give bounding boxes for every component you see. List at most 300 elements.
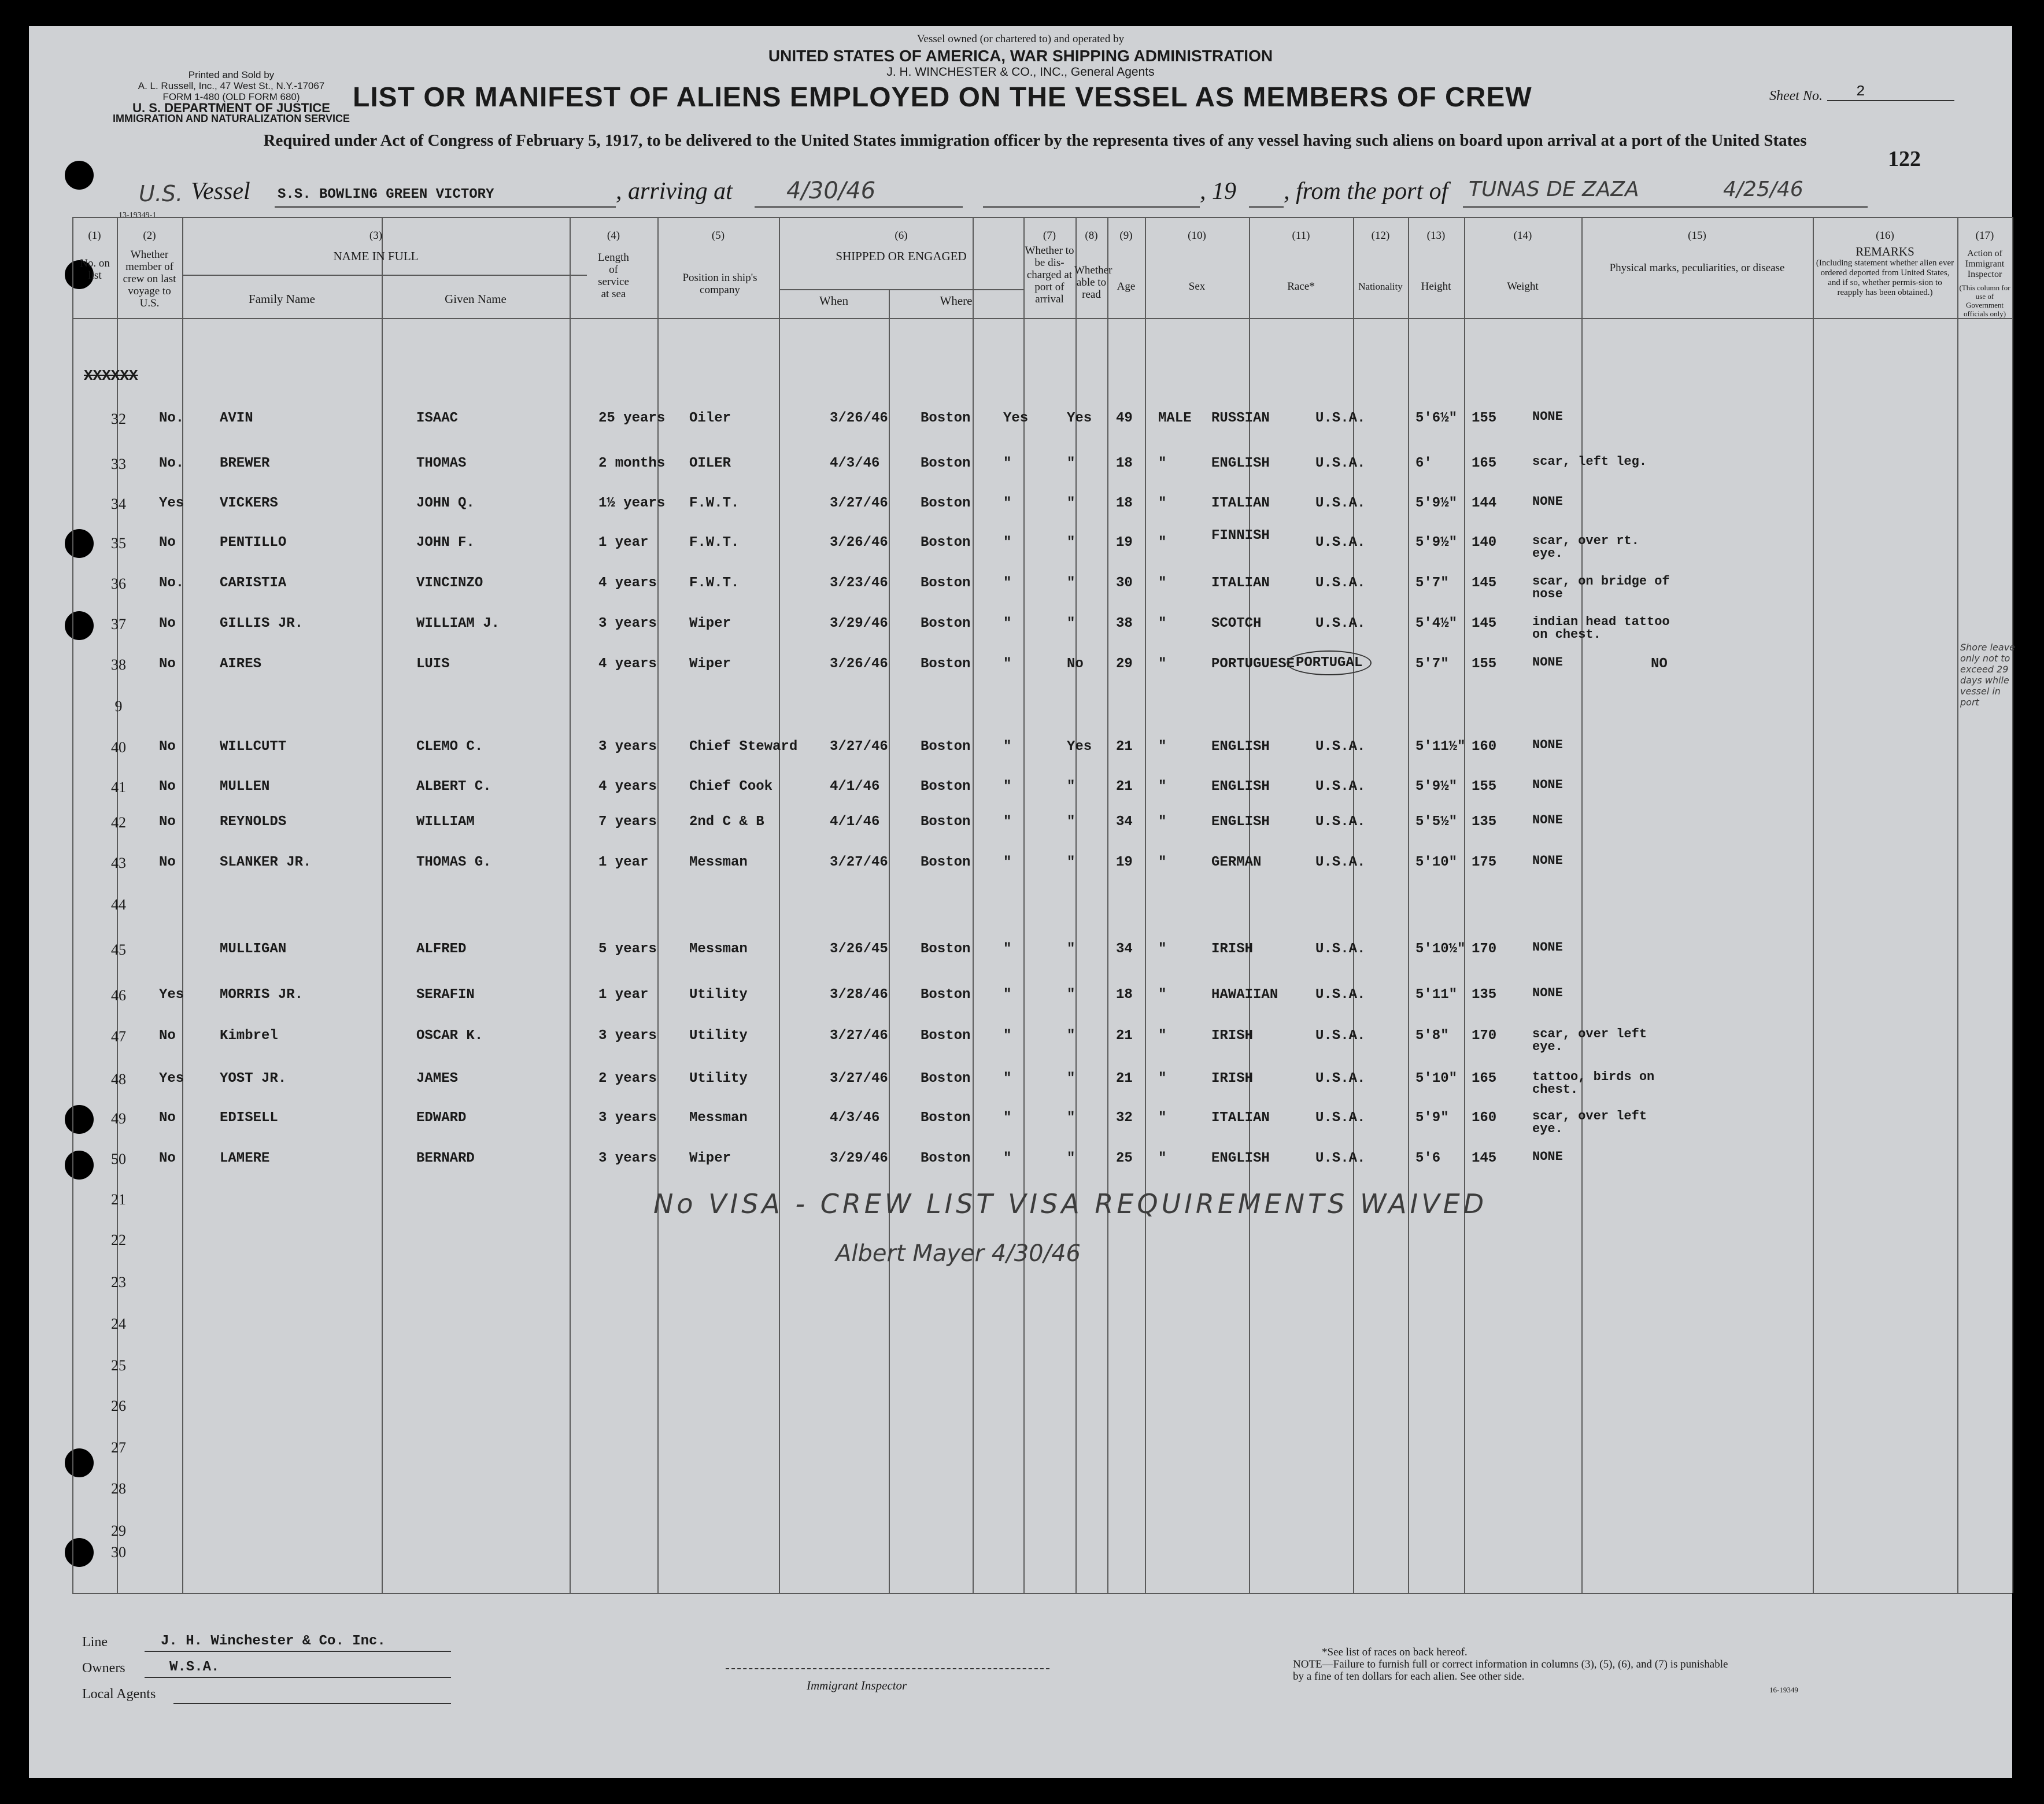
height-cell: 6' bbox=[1415, 456, 1432, 471]
col11-label: Race* bbox=[1287, 280, 1315, 293]
weight-cell: 145 bbox=[1472, 1151, 1497, 1166]
header-bottom-border bbox=[72, 318, 2012, 319]
column-divider bbox=[1107, 217, 1108, 1593]
able-to-read-cell: " bbox=[1067, 814, 1075, 830]
owners-underline bbox=[145, 1677, 451, 1678]
row-number: 34 bbox=[111, 496, 126, 512]
family-name-cell: Kimbrel bbox=[220, 1028, 278, 1044]
race-cell: ENGLISH bbox=[1211, 739, 1270, 755]
discharged-cell: " bbox=[1003, 575, 1012, 591]
crew-cell: No bbox=[159, 656, 176, 672]
physical-marks-cell: scar, on bridge of nose bbox=[1532, 574, 1670, 601]
family-name-cell: CARISTIA bbox=[220, 575, 287, 591]
height-cell: 5'6½" bbox=[1415, 411, 1458, 426]
weight-cell: 165 bbox=[1472, 456, 1497, 471]
col8-label: Whether able to read bbox=[1074, 264, 1112, 301]
discharged-cell: " bbox=[1003, 739, 1012, 755]
position-cell: F.W.T. bbox=[689, 535, 740, 550]
family-name-cell: REYNOLDS bbox=[220, 814, 287, 830]
col15-label: Physical marks, peculiarities, or disease bbox=[1609, 262, 1785, 274]
row-number: 50 bbox=[111, 1151, 126, 1167]
given-name-cell: WILLIAM J. bbox=[416, 616, 500, 631]
physical-marks-cell: NONE bbox=[1532, 940, 1563, 955]
able-to-read-cell: " bbox=[1067, 779, 1075, 794]
sheet-number: 2 bbox=[1856, 83, 1865, 100]
sex-cell: " bbox=[1158, 779, 1167, 794]
given-name-cell: LUIS bbox=[416, 656, 450, 672]
arrival-date: 4/30/46 bbox=[786, 178, 876, 204]
sex-cell: " bbox=[1158, 855, 1167, 870]
given-name-cell: EDWARD bbox=[416, 1110, 467, 1126]
race-cell: IRISH bbox=[1211, 1071, 1254, 1086]
nationality-cell: U.S.A. bbox=[1315, 1151, 1366, 1166]
height-cell: 5'9" bbox=[1415, 1110, 1449, 1126]
row-number: 24 bbox=[111, 1315, 126, 1332]
position-cell: Oiler bbox=[689, 411, 731, 426]
family-name-cell: EDISELL bbox=[220, 1110, 278, 1126]
sex-cell: " bbox=[1158, 656, 1167, 672]
col6-label: SHIPPED OR ENGAGED bbox=[836, 249, 967, 263]
age-cell: 21 bbox=[1116, 779, 1133, 794]
name-subheader-line bbox=[182, 275, 587, 276]
col16-sublabel: (Including statement whether alien ever ordered deported from United States, and if so, whether permis-sion to reapply has been obtained.) bbox=[1816, 258, 1954, 297]
row-number: 38 bbox=[111, 656, 126, 673]
from-port: TUNAS DE ZAZA bbox=[1469, 178, 1639, 201]
shipped-when-cell: 4/3/46 bbox=[830, 1110, 880, 1126]
shipped-where-cell: Boston bbox=[921, 1028, 971, 1044]
given-name-cell: JOHN Q. bbox=[416, 496, 475, 511]
crew-cell: No. bbox=[159, 456, 184, 471]
able-to-read-cell: " bbox=[1067, 456, 1075, 471]
form-number: FORM 1-480 (OLD FORM 680) bbox=[162, 91, 300, 102]
age-cell: 18 bbox=[1116, 456, 1133, 471]
discharged-cell: " bbox=[1003, 941, 1012, 957]
race-cell: ENGLISH bbox=[1211, 1151, 1270, 1166]
family-name-cell: LAMERE bbox=[220, 1151, 270, 1166]
crew-cell: No bbox=[159, 535, 176, 550]
required-statement: Required under Act of Congress of February 5, 1917, to be delivered to the United States immigration officer by the representa tives of any vessel having such aliens on board upon arrival at a port of the United States bbox=[263, 131, 1807, 150]
shipped-where-cell: Boston bbox=[921, 575, 971, 591]
race-cell: ITALIAN bbox=[1211, 575, 1270, 591]
given-name-cell: THOMAS G. bbox=[416, 855, 491, 870]
age-cell: 49 bbox=[1116, 411, 1133, 426]
col5-label: Position in ship's company bbox=[682, 272, 757, 296]
age-cell: 34 bbox=[1116, 814, 1133, 830]
row-number: 46 bbox=[111, 987, 126, 1004]
crew-cell: No bbox=[159, 855, 176, 870]
row-number: 25 bbox=[111, 1357, 126, 1374]
family-name-cell: PENTILLO bbox=[220, 535, 287, 550]
col13-number: (13) bbox=[1426, 230, 1446, 242]
shipped-where-cell: Boston bbox=[921, 411, 971, 426]
shipped-where-cell: Boston bbox=[921, 941, 971, 957]
col3-number: (3) bbox=[369, 230, 383, 242]
year-underline bbox=[1249, 206, 1284, 208]
nationality-cell: U.S.A. bbox=[1315, 411, 1366, 426]
local-agents-label: Local Agents bbox=[82, 1687, 156, 1702]
age-cell: 21 bbox=[1116, 1071, 1133, 1086]
physical-marks-cell: NONE bbox=[1532, 778, 1563, 792]
shipped-when-cell: 4/1/46 bbox=[830, 779, 880, 794]
service-length-cell: 3 years bbox=[598, 616, 657, 631]
department-name: U. S. DEPARTMENT OF JUSTICE bbox=[132, 101, 330, 115]
family-name-cell: GILLIS JR. bbox=[220, 616, 304, 631]
family-name-cell: BREWER bbox=[220, 456, 270, 471]
nationality-cell: U.S.A. bbox=[1315, 739, 1366, 755]
weight-cell: 145 bbox=[1472, 616, 1497, 631]
crew-cell: No bbox=[159, 814, 176, 830]
visa-waiver-note: No VISA - CREW LIST VISA REQUIREMENTS WAIVED bbox=[653, 1188, 1488, 1219]
age-cell: 25 bbox=[1116, 1151, 1133, 1166]
able-to-read-cell: " bbox=[1067, 616, 1075, 631]
able-to-read-cell: " bbox=[1067, 855, 1075, 870]
punch-hole-icon bbox=[65, 611, 94, 640]
physical-marks-cell: scar, over left eye. bbox=[1532, 1109, 1647, 1136]
height-cell: 5'4½" bbox=[1415, 616, 1458, 631]
physical-marks-cell: NONE bbox=[1532, 409, 1563, 424]
physical-marks-cell: NONE bbox=[1532, 655, 1563, 670]
sex-cell: " bbox=[1158, 535, 1167, 550]
nationality-cell: U.S.A. bbox=[1315, 779, 1366, 794]
grid-bottom-border bbox=[72, 1593, 2012, 1594]
family-name-cell: VICKERS bbox=[220, 496, 278, 511]
owned-by-line: Vessel owned (or chartered to) and operated by bbox=[916, 33, 1125, 45]
col13-label: Height bbox=[1421, 280, 1451, 293]
sheet-underline bbox=[1827, 100, 1954, 101]
discharged-cell: Yes bbox=[1003, 411, 1029, 426]
column-divider bbox=[1145, 217, 1146, 1593]
shipped-where-cell: Boston bbox=[921, 1071, 971, 1086]
able-to-read-cell: " bbox=[1067, 1151, 1075, 1166]
race-cell: FINNISH bbox=[1211, 528, 1270, 544]
age-cell: 29 bbox=[1116, 656, 1133, 672]
nationality-cell: U.S.A. bbox=[1315, 616, 1366, 631]
col3-label: NAME IN FULL bbox=[333, 249, 419, 263]
race-cell: ENGLISH bbox=[1211, 814, 1270, 830]
sex-cell: " bbox=[1158, 1028, 1167, 1044]
shipped-when-cell: 3/26/46 bbox=[830, 535, 888, 550]
position-cell: Utility bbox=[689, 1071, 748, 1086]
agents-underline bbox=[173, 1703, 451, 1704]
able-to-read-cell: " bbox=[1067, 535, 1075, 550]
sex-cell: " bbox=[1158, 496, 1167, 511]
row-number: 48 bbox=[111, 1071, 126, 1088]
discharged-cell: " bbox=[1003, 779, 1012, 794]
row-number: 27 bbox=[111, 1439, 126, 1456]
arriving-label: , arriving at bbox=[616, 178, 733, 205]
vessel-label: Vessel bbox=[191, 178, 250, 205]
service-length-cell: 25 years bbox=[598, 411, 666, 426]
col12-label: Nationality bbox=[1358, 281, 1403, 292]
col10-number: (10) bbox=[1188, 230, 1206, 242]
row-number: 30 bbox=[111, 1544, 126, 1561]
page-number: 122 bbox=[1888, 147, 1921, 171]
age-cell: 18 bbox=[1116, 496, 1133, 511]
punch-hole-icon bbox=[65, 1448, 94, 1477]
position-cell: Wiper bbox=[689, 656, 731, 672]
punch-hole-icon bbox=[65, 1538, 94, 1567]
vessel-underline bbox=[275, 206, 616, 208]
family-name-cell: MULLEN bbox=[220, 779, 270, 794]
weight-cell: 144 bbox=[1472, 496, 1497, 511]
shipped-where-cell: Boston bbox=[921, 779, 971, 794]
able-to-read-cell: " bbox=[1067, 496, 1075, 511]
nationality-cell: PORTUGAL bbox=[1287, 650, 1372, 675]
service-length-cell: 1 year bbox=[598, 987, 649, 1003]
position-cell: Chief Steward bbox=[689, 739, 798, 755]
given-name-cell: THOMAS bbox=[416, 456, 467, 471]
service-length-cell: 1 year bbox=[598, 535, 649, 550]
shipped-where-cell: Boston bbox=[921, 814, 971, 830]
column-divider bbox=[1957, 217, 1958, 1593]
race-cell: PORTUGUESE bbox=[1211, 656, 1295, 672]
nationality-cell: U.S.A. bbox=[1315, 941, 1366, 957]
col11-number: (11) bbox=[1292, 230, 1310, 242]
sheet-label: Sheet No. bbox=[1769, 88, 1823, 103]
service-length-cell: 4 years bbox=[598, 656, 657, 672]
family-name-cell: YOST JR. bbox=[220, 1071, 287, 1086]
printer-line: Printed and Sold by bbox=[188, 69, 275, 80]
weight-cell: 160 bbox=[1472, 739, 1497, 755]
shipped-when-cell: 3/29/46 bbox=[830, 1151, 888, 1166]
family-name-header: Family Name bbox=[249, 292, 315, 306]
races-note: *See list of races on back hereof. bbox=[1322, 1646, 1468, 1658]
height-cell: 5'9½" bbox=[1415, 535, 1458, 550]
age-cell: 32 bbox=[1116, 1110, 1133, 1126]
age-cell: 34 bbox=[1116, 941, 1133, 957]
discharged-cell: " bbox=[1003, 535, 1012, 550]
nationality-cell: U.S.A. bbox=[1315, 456, 1366, 471]
physical-marks-cell: NONE bbox=[1532, 853, 1563, 868]
col2-number: (2) bbox=[143, 230, 156, 242]
given-name-cell: ISAAC bbox=[416, 411, 459, 426]
inspector-signature: Albert Mayer 4/30/46 bbox=[836, 1240, 1081, 1267]
weight-cell: 170 bbox=[1472, 941, 1497, 957]
physical-marks-cell: NONE bbox=[1532, 813, 1563, 827]
row-number: 47 bbox=[111, 1028, 126, 1045]
weight-cell: 140 bbox=[1472, 535, 1497, 550]
age-cell: 19 bbox=[1116, 855, 1133, 870]
height-cell: 5'10" bbox=[1415, 1071, 1458, 1086]
height-cell: 5'7" bbox=[1415, 575, 1449, 591]
footer-form-code: 16-19349 bbox=[1769, 1685, 1798, 1694]
row-number: 22 bbox=[111, 1232, 126, 1248]
line-underline bbox=[145, 1651, 451, 1652]
position-cell: 2nd C & B bbox=[689, 814, 764, 830]
col14-number: (14) bbox=[1513, 230, 1532, 242]
row-number: 21 bbox=[111, 1191, 126, 1208]
row-number: 9 bbox=[114, 698, 123, 715]
owners-value: W.S.A. bbox=[169, 1659, 220, 1675]
service-length-cell: 2 months bbox=[598, 456, 666, 471]
given-name-cell: OSCAR K. bbox=[416, 1028, 483, 1044]
from-date: 4/25/46 bbox=[1723, 178, 1803, 201]
given-name-cell: WILLIAM bbox=[416, 814, 475, 830]
col5-number: (5) bbox=[711, 230, 725, 242]
shipped-where-cell: Boston bbox=[921, 739, 971, 755]
shipped-subheader-line bbox=[779, 289, 1024, 290]
height-cell: 5'9½" bbox=[1415, 779, 1458, 794]
given-name-header: Given Name bbox=[445, 292, 507, 306]
penalty-note: NOTE—Failure to furnish full or correct information in columns (3), (5), (6), and (7) is punishable by a fine of ten dollars for each alien. See other side. bbox=[1293, 1658, 1728, 1683]
shipped-where-cell: Boston bbox=[921, 1110, 971, 1126]
inspector-label: Immigrant Inspector bbox=[807, 1679, 907, 1692]
form-code: 13-19349-1 bbox=[119, 211, 157, 220]
weight-cell: 135 bbox=[1472, 987, 1497, 1003]
column-divider bbox=[382, 217, 383, 1593]
shipped-where-cell: Boston bbox=[921, 855, 971, 870]
sex-cell: " bbox=[1158, 1151, 1167, 1166]
height-cell: 5'7" bbox=[1415, 656, 1449, 672]
physical-marks-cell: indian head tattoo on chest. bbox=[1532, 615, 1670, 642]
service-length-cell: 1 year bbox=[598, 855, 649, 870]
discharged-cell: " bbox=[1003, 814, 1012, 830]
service-length-cell: 7 years bbox=[598, 814, 657, 830]
shipped-when-cell: 3/28/46 bbox=[830, 987, 888, 1003]
shipped-when-cell: 3/29/46 bbox=[830, 616, 888, 631]
crew-cell: Yes bbox=[159, 1071, 184, 1086]
sex-cell: " bbox=[1158, 941, 1167, 957]
crew-cell: No bbox=[159, 739, 176, 755]
age-cell: 18 bbox=[1116, 987, 1133, 1003]
position-cell: Wiper bbox=[689, 1151, 731, 1166]
crew-cell: Yes bbox=[159, 987, 184, 1003]
physical-marks-cell: NONE bbox=[1532, 738, 1563, 752]
nationality-cell: U.S.A. bbox=[1315, 987, 1366, 1003]
service-length-cell: 3 years bbox=[598, 1028, 657, 1044]
vessel-name: S.S. BOWLING GREEN VICTORY bbox=[278, 187, 494, 202]
row-number: 29 bbox=[111, 1522, 126, 1539]
position-cell: Utility bbox=[689, 1028, 748, 1044]
sex-cell: " bbox=[1158, 739, 1167, 755]
discharged-cell: " bbox=[1003, 855, 1012, 870]
shipped-where-cell: Boston bbox=[921, 987, 971, 1003]
given-name-cell: CLEMO C. bbox=[416, 739, 483, 755]
column-divider bbox=[1408, 217, 1409, 1593]
able-to-read-cell: " bbox=[1067, 1071, 1075, 1086]
nationality-cell: U.S.A. bbox=[1315, 1071, 1366, 1086]
column-divider bbox=[1464, 217, 1465, 1593]
able-to-read-cell: No bbox=[1067, 656, 1084, 672]
able-to-read-cell: Yes bbox=[1067, 411, 1092, 426]
column-divider bbox=[1581, 217, 1583, 1593]
nationality-cell: U.S.A. bbox=[1315, 855, 1366, 870]
col9-label: Age bbox=[1117, 280, 1136, 293]
col4-number: (4) bbox=[607, 230, 620, 242]
age-cell: 30 bbox=[1116, 575, 1133, 591]
sex-cell: " bbox=[1158, 1110, 1167, 1126]
col10-label: Sex bbox=[1188, 280, 1206, 293]
col17-label: Action of Immigrant Inspector bbox=[1965, 249, 2005, 279]
service-length-cell: 3 years bbox=[598, 739, 657, 755]
position-cell: Messman bbox=[689, 941, 748, 957]
col1-number: (1) bbox=[88, 230, 101, 242]
race-cell: GERMAN bbox=[1211, 855, 1262, 870]
physical-marks-cell: scar, left leg. bbox=[1532, 454, 1647, 469]
punch-hole-icon bbox=[65, 529, 94, 558]
discharged-cell: " bbox=[1003, 616, 1012, 631]
weight-cell: 155 bbox=[1472, 779, 1497, 794]
able-to-read-cell: " bbox=[1067, 941, 1075, 957]
given-name-cell: VINCINZO bbox=[416, 575, 483, 591]
given-name-cell: SERAFIN bbox=[416, 987, 475, 1003]
column-divider bbox=[779, 217, 780, 1593]
shipped-when-cell: 4/1/46 bbox=[830, 814, 880, 830]
race-cell: ITALIAN bbox=[1211, 1110, 1270, 1126]
discharged-cell: " bbox=[1003, 456, 1012, 471]
family-name-cell: MORRIS JR. bbox=[220, 987, 304, 1003]
col14-label: Weight bbox=[1507, 280, 1539, 293]
shipped-when-cell: 3/26/46 bbox=[830, 656, 888, 672]
physical-marks-cell: scar, over rt. eye. bbox=[1532, 534, 1639, 561]
shipped-where-cell: Boston bbox=[921, 1151, 971, 1166]
when-header: When bbox=[819, 294, 849, 308]
service-length-cell: 4 years bbox=[598, 779, 657, 794]
shipped-where-cell: Boston bbox=[921, 456, 971, 471]
grid-left-border bbox=[72, 217, 73, 1593]
position-cell: F.W.T. bbox=[689, 496, 740, 511]
row-number: 36 bbox=[111, 575, 126, 592]
race-cell: ENGLISH bbox=[1211, 779, 1270, 794]
weight-cell: 135 bbox=[1472, 814, 1497, 830]
col6-number: (6) bbox=[895, 230, 908, 242]
col9-number: (9) bbox=[1119, 230, 1133, 242]
position-cell: Wiper bbox=[689, 616, 731, 631]
nationality-cell: U.S.A. bbox=[1315, 535, 1366, 550]
row-number: 23 bbox=[111, 1274, 126, 1291]
age-cell: 21 bbox=[1116, 1028, 1133, 1044]
physical-marks-cell: scar, over left eye. bbox=[1532, 1027, 1647, 1054]
vessel-prefix-handwritten: U.S. bbox=[139, 181, 183, 206]
age-cell: 38 bbox=[1116, 616, 1133, 631]
physical-marks-cell: NONE bbox=[1532, 1149, 1563, 1164]
crew-cell: No bbox=[159, 1110, 176, 1126]
sex-cell: " bbox=[1158, 1071, 1167, 1086]
race-cell: SCOTCH bbox=[1211, 616, 1262, 631]
row-number: 33 bbox=[111, 456, 126, 472]
owners-label: Owners bbox=[82, 1661, 125, 1676]
year-label: , 19 bbox=[1200, 178, 1236, 205]
col4-label: Length of service at sea bbox=[598, 252, 629, 300]
from-port-label: , from the port of bbox=[1284, 178, 1448, 205]
col8-number: (8) bbox=[1085, 230, 1098, 242]
grid-right-border bbox=[2012, 217, 2013, 1593]
service-name: IMMIGRATION AND NATURALIZATION SERVICE bbox=[113, 113, 350, 124]
printer-address: A. L. Russell, Inc., 47 West St., N.Y.-17067 bbox=[138, 80, 325, 91]
punch-hole-icon bbox=[65, 1105, 94, 1134]
sex-cell: " bbox=[1158, 616, 1167, 631]
nationality-cell: U.S.A. bbox=[1315, 496, 1366, 511]
discharged-cell: " bbox=[1003, 1071, 1012, 1086]
service-length-cell: 4 years bbox=[598, 575, 657, 591]
row-number: 37 bbox=[111, 616, 126, 633]
crew-cell: No bbox=[159, 1028, 176, 1044]
able-to-read-cell: Yes bbox=[1067, 739, 1092, 755]
race-cell: IRISH bbox=[1211, 1028, 1254, 1044]
nationality-cell: U.S.A. bbox=[1315, 814, 1366, 830]
service-length-cell: 3 years bbox=[598, 1110, 657, 1126]
page-title: LIST OR MANIFEST OF ALIENS EMPLOYED ON THE VESSEL AS MEMBERS OF CREW bbox=[353, 82, 1532, 113]
shipped-where-cell: Boston bbox=[921, 535, 971, 550]
row-number: 45 bbox=[111, 941, 126, 958]
inspector-note: Shore leave only not to exceed 29 days while vessel in port bbox=[1960, 642, 2015, 708]
row-number: 40 bbox=[111, 739, 126, 756]
service-length-cell: 3 years bbox=[598, 1151, 657, 1166]
race-cell: ENGLISH bbox=[1211, 456, 1270, 471]
position-cell: F.W.T. bbox=[689, 575, 740, 591]
age-cell: 21 bbox=[1116, 739, 1133, 755]
row-number: 49 bbox=[111, 1110, 126, 1127]
